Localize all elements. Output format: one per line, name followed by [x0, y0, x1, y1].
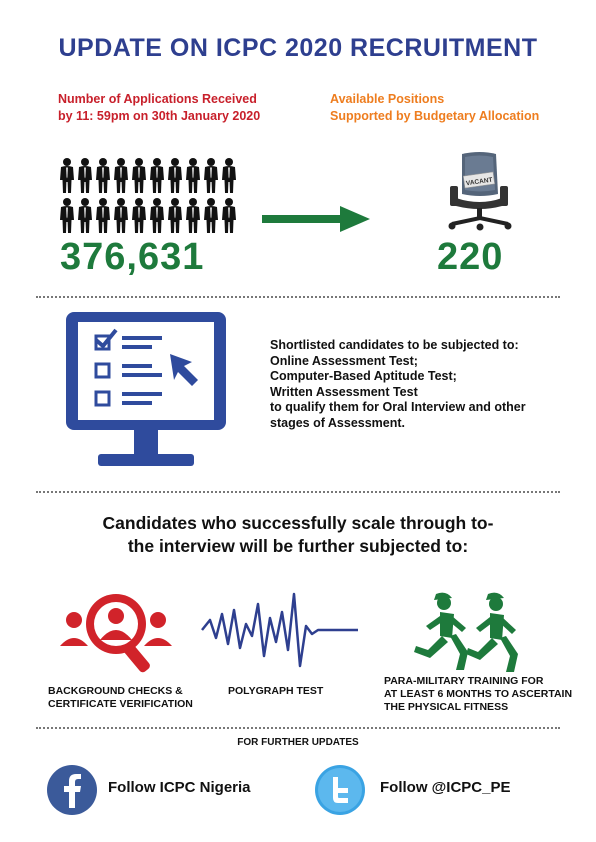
- paramilitary-runners-icon: [412, 590, 532, 674]
- polygraph-caption: POLYGRAPH TEST: [228, 685, 324, 697]
- applications-label: [58, 91, 318, 125]
- interview-heading-line1: Candidates who successfully scale through to-: [102, 513, 494, 533]
- training-caption-line2: AT LEAST 6 MONTHS TO ASCERTAIN: [384, 688, 573, 700]
- divider: [36, 491, 560, 493]
- divider: [36, 296, 560, 298]
- assessment-line: to qualify them for Oral Interview and other: [270, 400, 526, 414]
- positions-label: [330, 91, 580, 125]
- facebook-icon[interactable]: [46, 764, 98, 816]
- applications-label-line2: by 11: 59pm on 30th January 2020: [58, 109, 261, 123]
- background-check-caption: [48, 685, 218, 711]
- applications-count: 376,631: [60, 236, 205, 278]
- vacant-chair-icon: [440, 150, 520, 232]
- assessment-line: Online Assessment Test;: [270, 353, 418, 368]
- computer-checklist-icon: [64, 310, 228, 474]
- training-caption: [384, 675, 584, 714]
- twitter-icon[interactable]: [314, 764, 366, 816]
- positions-label-line1: Available Positions: [330, 92, 445, 106]
- background-caption-line1: BACKGROUND CHECKS &: [48, 685, 183, 697]
- people-grid-icon: [58, 158, 258, 236]
- chair-sign-text: VACANT: [465, 176, 493, 188]
- twitter-follow-link[interactable]: Follow @ICPC_PE: [380, 779, 511, 796]
- positions-label-line2: Supported by Budgetary Allocation: [330, 109, 540, 123]
- further-updates-label: FOR FURTHER UPDATES: [237, 737, 359, 748]
- background-caption-line2: CERTIFICATE VERIFICATION: [48, 698, 193, 710]
- polygraph-wave-icon: [200, 590, 360, 670]
- assessment-line: Written Assessment Test: [270, 384, 418, 399]
- divider: [36, 727, 560, 729]
- interview-heading: [0, 512, 596, 558]
- positions-count: 220: [437, 236, 504, 278]
- facebook-follow-link[interactable]: Follow ICPC Nigeria: [108, 779, 251, 796]
- page-title: UPDATE ON ICPC 2020 RECRUITMENT: [58, 34, 538, 62]
- arrow-right-icon: [262, 204, 372, 234]
- assessment-line: stages of Assessment.: [270, 415, 406, 430]
- interview-heading-line2: the interview will be further subjected to:: [127, 536, 469, 556]
- applications-label-line1: Number of Applications Received: [58, 92, 257, 106]
- assessment-line: Shortlisted candidates to be subjected to:: [270, 338, 519, 352]
- assessment-text: [270, 338, 570, 431]
- assessment-line: Computer-Based Aptitude Test;: [270, 369, 457, 383]
- training-caption-line1: PARA-MILITARY TRAINING FOR: [384, 675, 544, 687]
- background-check-search-icon: [60, 590, 180, 678]
- training-caption-line3: THE PHYSICAL FITNESS: [384, 701, 509, 713]
